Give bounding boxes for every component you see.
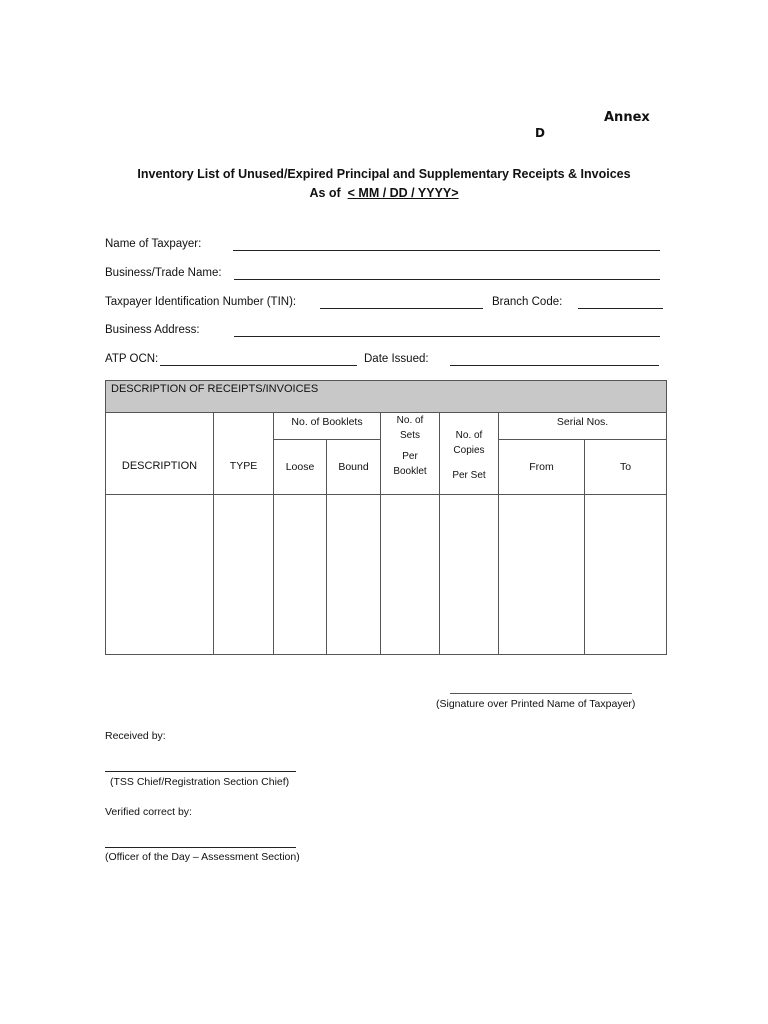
cell-copies[interactable] (440, 495, 499, 655)
col-header-bound: Bound (327, 440, 381, 495)
col-header-to: To (585, 440, 667, 495)
receipts-table (105, 380, 667, 655)
date-issued-field[interactable] (450, 365, 659, 366)
col-header-serial: Serial Nos. (499, 413, 667, 440)
taxpayer-signature-line[interactable] (450, 693, 632, 694)
sets-line1: No. of (396, 415, 424, 426)
atp-ocn-label: ATP OCN: (105, 353, 159, 365)
copies-line1: No. of (455, 430, 483, 441)
tss-chief-label: (TSS Chief/Registration Section Chief) (110, 776, 290, 788)
col-header-booklets: No. of Booklets (274, 413, 381, 440)
cell-type[interactable] (214, 495, 274, 655)
table-section-title: DESCRIPTION OF RECEIPTS/INVOICES (106, 381, 667, 413)
col-header-type: TYPE (214, 413, 274, 495)
officer-label: (Officer of the Day – Assessment Section) (105, 851, 300, 863)
atp-ocn-field[interactable] (160, 365, 357, 366)
sets-line3: Per (402, 451, 418, 462)
address-label: Business Address: (105, 324, 200, 336)
col-header-description: DESCRIPTION (106, 413, 214, 495)
col-header-copies-per-set (440, 413, 499, 495)
sets-line4: Booklet (393, 466, 427, 477)
taxpayer-name-field[interactable] (233, 250, 660, 251)
as-of-label: As of (309, 186, 341, 200)
cell-to[interactable] (585, 495, 667, 655)
verified-by-signature-line[interactable] (105, 847, 296, 848)
cell-loose[interactable] (274, 495, 327, 655)
cell-from[interactable] (499, 495, 585, 655)
copies-line3: Per Set (452, 470, 486, 481)
as-of-line (0, 186, 768, 200)
taxpayer-signature-label: (Signature over Printed Name of Taxpayer) (436, 698, 636, 710)
cell-sets[interactable] (381, 495, 440, 655)
trade-name-field[interactable] (234, 279, 660, 280)
tin-label: Taxpayer Identification Number (TIN): (105, 296, 297, 308)
date-issued-label: Date Issued: (364, 353, 429, 365)
annex-letter: D (535, 126, 545, 140)
copies-line2: Copies (453, 445, 485, 456)
taxpayer-name-label: Name of Taxpayer: (105, 238, 202, 250)
received-by-label: Received by: (105, 730, 166, 742)
col-header-sets-per-booklet (381, 413, 440, 495)
col-header-from: From (499, 440, 585, 495)
verified-by-label: Verified correct by: (105, 806, 192, 818)
sets-line2: Sets (399, 430, 420, 441)
form-title: Inventory List of Unused/Expired Principal and Supplementary Receipts & Invoices (137, 167, 631, 181)
branch-code-label: Branch Code: (492, 296, 563, 308)
trade-name-label: Business/Trade Name: (105, 267, 222, 279)
cell-bound[interactable] (327, 495, 381, 655)
as-of-date: < MM / DD / YYYY> (347, 186, 459, 200)
received-by-signature-line[interactable] (105, 771, 296, 772)
address-field[interactable] (234, 336, 660, 337)
annex-label: Annex (604, 110, 650, 125)
branch-code-field[interactable] (578, 308, 663, 309)
col-header-loose: Loose (274, 440, 327, 495)
cell-description[interactable] (106, 495, 214, 655)
tin-field[interactable] (320, 308, 483, 309)
